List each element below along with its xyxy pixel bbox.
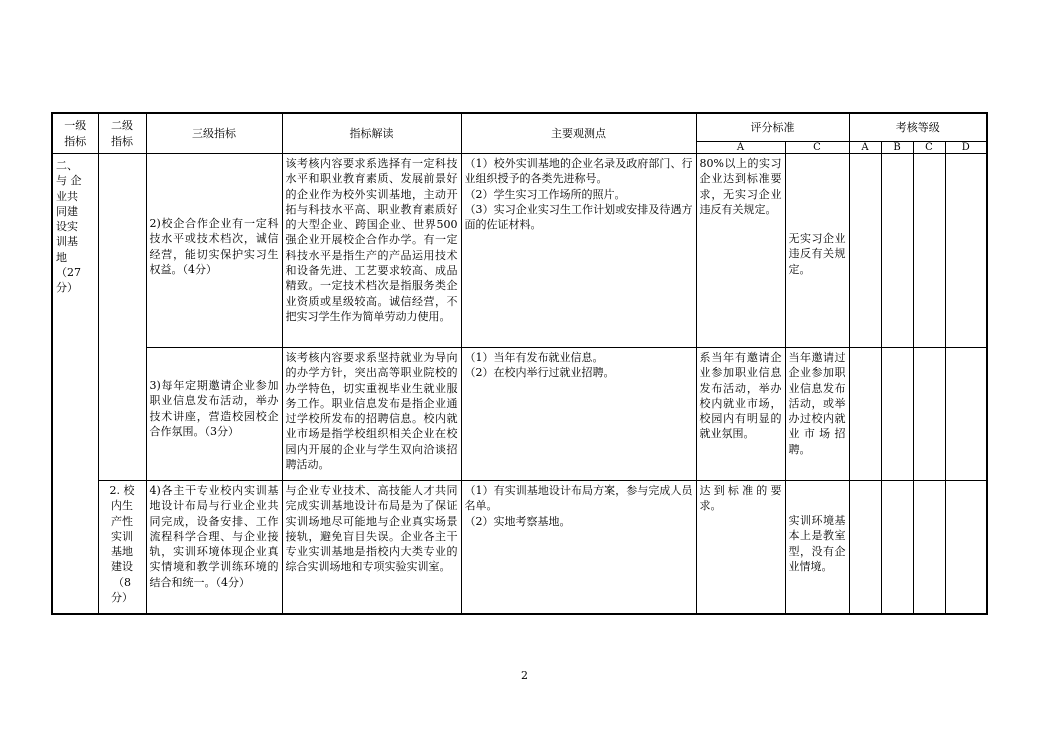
row2-scoring-a: 系当年有邀请企业参加职业信息发布活动，举办校内就业市场，校园内有明显的就业氛围。 <box>696 348 785 481</box>
row3-level3: 4)各主干专业校内实训基地设计布局与行业企业共同完成，设备安排、工作流程科学合理、与企业接轨，实训环境体现企业真实情境和教学训练环境的结合和统一。（4分） <box>146 481 282 615</box>
header-scoring-c: C <box>785 142 849 154</box>
row1-grade-a <box>849 154 881 348</box>
row1-interpretation: 该考核内容要求系选择有一定科技水平和职业教育素质、发展前景好的企业作为校外实训基地，主动开拓与科技水平高、职业教育素质好的大型企业、跨国企业、世界500强企业开展校企合作办学。有一定科技水平是指生产的产品运用技术和设备先进、工艺要求较高、成品精致。一定技术档次是指服务类企业资质或星级较高。诚信经营，不把实习学生作为简单劳动力使用。 <box>282 154 461 348</box>
row1-grade-d <box>945 154 987 348</box>
row2-grade-d <box>945 348 987 481</box>
header-grade-d: D <box>945 142 987 154</box>
row3-grade-d <box>945 481 987 615</box>
row1-scoring-c <box>785 154 849 348</box>
page-number: 2 <box>521 669 528 682</box>
header-interpretation: 指标解读 <box>282 113 461 154</box>
row3-interpretation: 与企业专业技术、高技能人才共同完成实训基地设计布局是为了保证实训场地尽可能地与企业真实场景接轨，避免盲目失误。企业各主干专业实训基地是指校内大类专业的综合实训场地和专项实验实训室。 <box>282 481 461 615</box>
header-level3: 三级指标 <box>146 113 282 154</box>
header-scoring: 评分标准 <box>696 113 849 142</box>
row-level1: 二、 与 企 业共 同建 设实 训基 地 （27 分） <box>52 154 98 615</box>
row3-scoring-c-text: 实训环境基本上是教室型，没有企业情境。 <box>788 514 846 573</box>
header-observation: 主要观测点 <box>461 113 696 154</box>
row-level2-empty <box>98 154 146 481</box>
row1-observation: （1）校外实训基地的企业名录及政府部门、行业组织授予的各类先进称号。 （2）学生实习工作场所的照片。 （3）实习企业实习生工作计划或安排及待遇方面的佐证材料。 <box>461 154 696 348</box>
row2-grade-c <box>913 348 945 481</box>
row2-level3 <box>146 348 282 481</box>
row1-level3-text: 2)校企合作企业有一定科技水平或技术档次，诚信经营，能切实保护实习生权益。（4分） <box>149 217 279 276</box>
row3-grade-b <box>881 481 913 615</box>
row3-grade-c <box>913 481 945 615</box>
row3-observation: （1）有实训基地设计布局方案，参与完成人员名单。 （2）实地考察基地。 <box>461 481 696 615</box>
header-grade-b: B <box>881 142 913 154</box>
evaluation-table <box>51 112 988 615</box>
header-level1: 一级 指标 <box>52 113 98 154</box>
row1-scoring-c-text: 无实习企业违反有关规定。 <box>788 232 846 276</box>
row1-level3 <box>146 154 282 348</box>
header-scoring-a: A <box>696 142 785 154</box>
row1-grade-c <box>913 154 945 348</box>
row2-grade-b <box>881 348 913 481</box>
row2-observation: （1）当年有发布就业信息。 （2）在校内举行过就业招聘。 <box>461 348 696 481</box>
row2-level3-text: 3)每年定期邀请企业参加职业信息发布活动，举办技术讲座，营造校园校企合作氛围。（3分） <box>149 379 279 438</box>
row3-scoring-a: 达到标准的要求。 <box>696 481 785 615</box>
header-grade-a: A <box>849 142 881 154</box>
row3-level2: 2. 校 内生 产性 实训 基地 建设 （8 分） <box>98 481 146 615</box>
header-grade-c: C <box>913 142 945 154</box>
row2-scoring-c: 当年邀请过企业参加职业信息发布活动，或举办过校内就业市场招聘。 <box>785 348 849 481</box>
header-level2: 二级 指标 <box>98 113 146 154</box>
row3-grade-a <box>849 481 881 615</box>
row1-scoring-a: 80%以上的实习企业达到标准要求，无实习企业违反有关规定。 <box>696 154 785 348</box>
row1-grade-b <box>881 154 913 348</box>
row2-interpretation: 该考核内容要求系坚持就业为导向的办学方针，突出高等职业院校的办学特色，切实重视毕业生就业服务工作。职业信息发布是指企业通过学校所发布的招聘信息。校内就业市场是指学校组织相关企业在校园内开展的企业与学生双向洽谈招聘活动。 <box>282 348 461 481</box>
header-grade: 考核等级 <box>849 113 987 142</box>
row3-scoring-c <box>785 481 849 615</box>
row2-grade-a <box>849 348 881 481</box>
